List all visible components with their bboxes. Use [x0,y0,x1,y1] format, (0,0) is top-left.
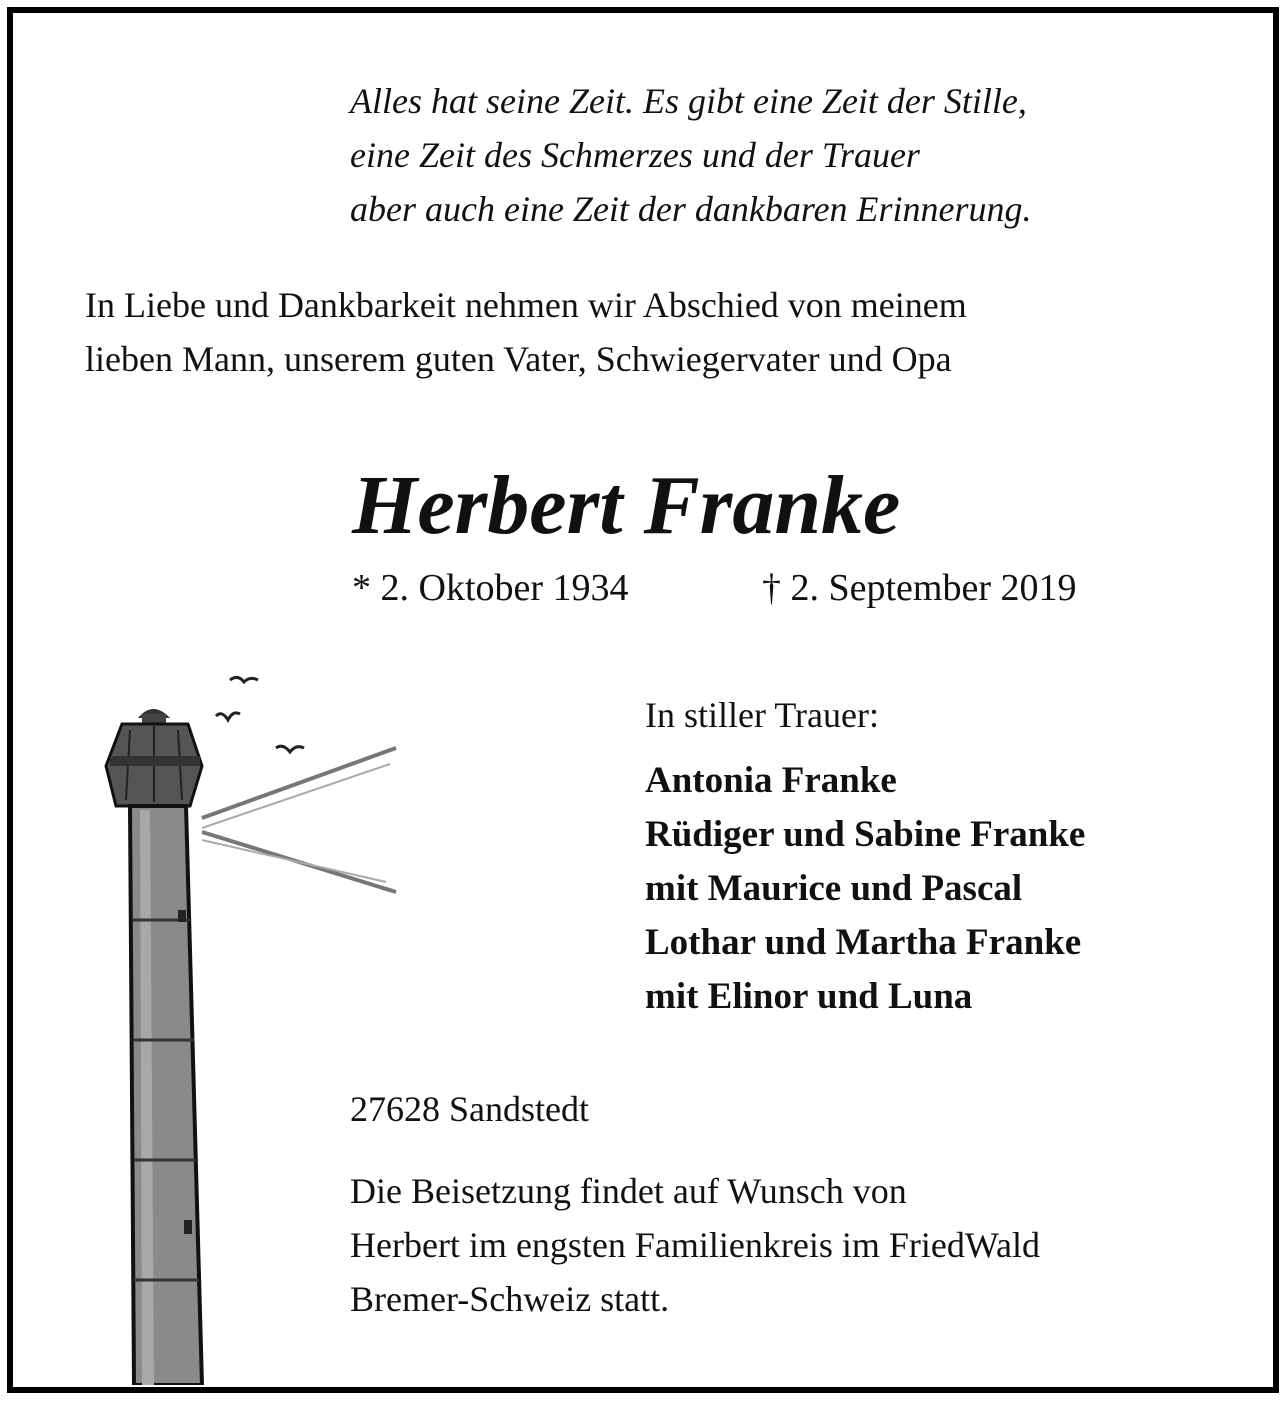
intro-line-2: lieben Mann, unserem guten Vater, Schwiegervater und Opa [85,339,952,379]
mourner-name: mit Maurice und Pascal [645,868,1023,909]
mourner-name: mit Elinor und Luna [645,976,973,1017]
death-date: † 2. September 2019 [762,567,1077,609]
mourners-label: In stiller Trauer: [645,695,879,735]
burial-line-3: Bremer-Schweiz statt. [350,1279,670,1319]
motto-line-1: Alles hat seine Zeit. Es gibt eine Zeit der Stille, [350,81,1027,121]
burial-line-1: Die Beisetzung findet auf Wunsch von [350,1171,907,1211]
intro-line-1: In Liebe und Dankbarkeit nehmen wir Abschied von meinem [85,285,967,325]
deceased-name: Herbert Franke [352,459,901,552]
motto-line-2: eine Zeit des Schmerzes und der Trauer [350,135,920,175]
burial-line-2: Herbert im engsten Familienkreis im FriedWald [350,1225,1040,1265]
mourner-name: Rüdiger und Sabine Franke [645,814,1086,855]
motto-line-3: aber auch eine Zeit der dankbaren Erinnerung. [350,189,1032,229]
location: 27628 Sandstedt [350,1089,589,1129]
birth-date: * 2. Oktober 1934 [352,567,629,609]
mourner-name: Antonia Franke [645,760,897,801]
mourner-name: Lothar und Martha Franke [645,922,1082,963]
